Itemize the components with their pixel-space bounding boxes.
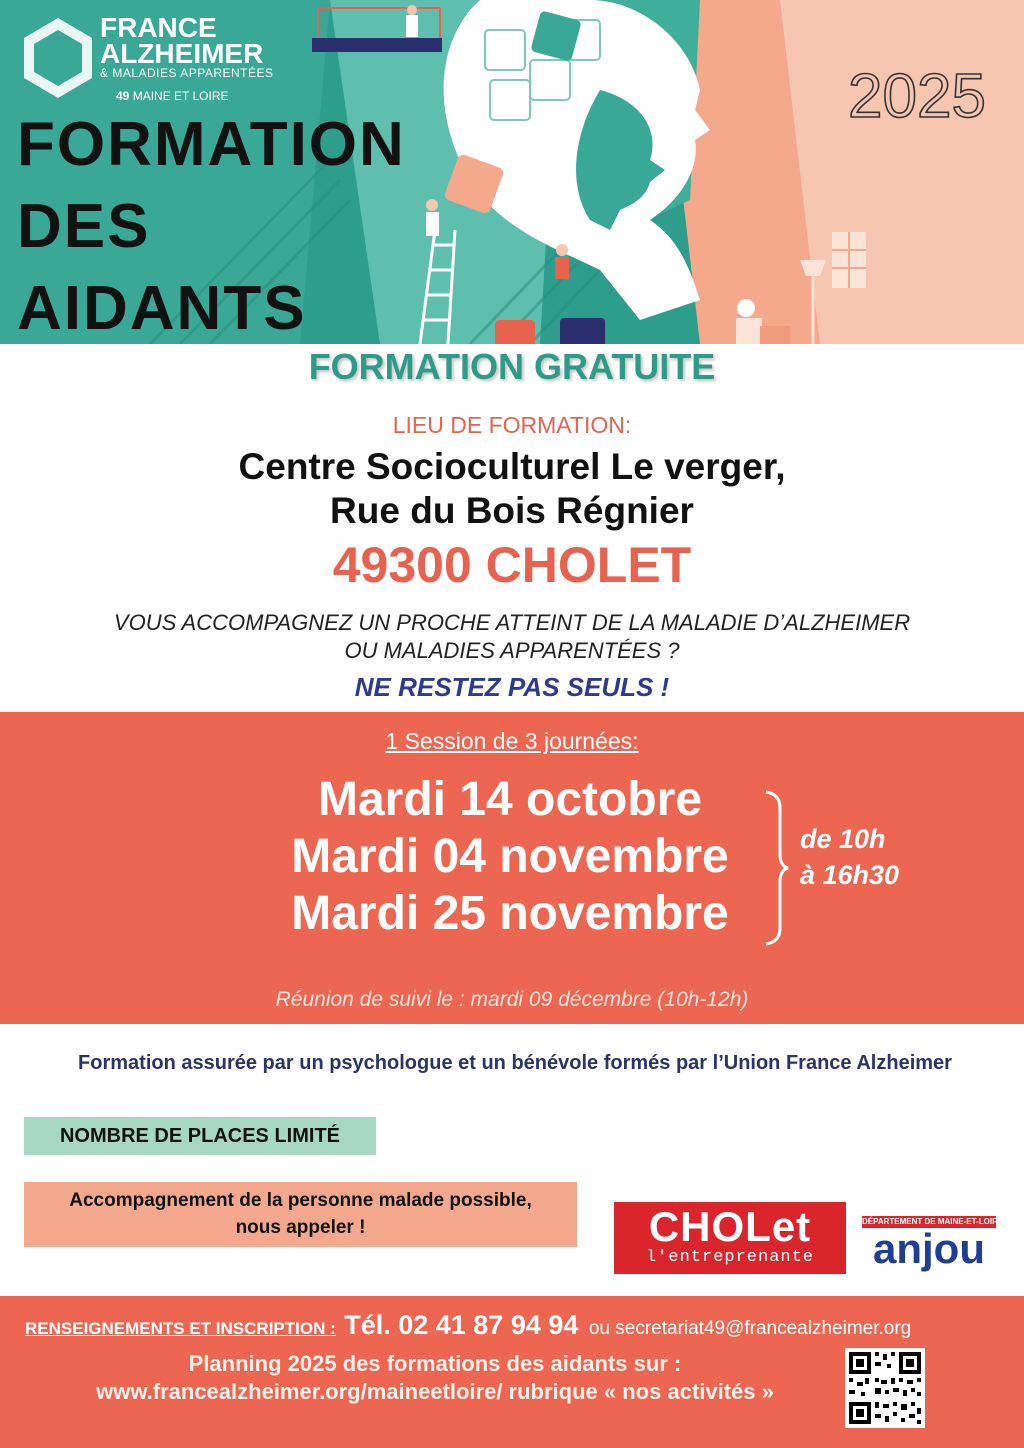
contact-email[interactable]: ou secretariat49@francealzheimer.org	[588, 1318, 912, 1339]
location-line-1: Centre Socioculturel Le verger,	[238, 446, 786, 487]
anjou-logo-header: DÉPARTEMENT DE MAINE-ET-LOIRE	[862, 1217, 1004, 1226]
planning-link[interactable]: www.francealzheimer.org/maineetloire/ rubrique « nos activités »	[96, 1379, 774, 1404]
year-label: 2025	[848, 62, 986, 131]
cholet-logo-tagline: l'entreprenante	[645, 1248, 815, 1267]
contact-label: RENSEIGNEMENTS ET INSCRIPTION :	[25, 1319, 336, 1338]
location-label: LIEU DE FORMATION:	[392, 412, 632, 438]
free-training-heading: FORMATION GRATUITE	[308, 346, 716, 387]
session-date-1: Mardi 14 octobre	[317, 773, 703, 826]
logo-line-maladies: & MALADIES APPARENTÉES	[100, 66, 274, 80]
cholet-logo-word: CHOLet	[648, 1203, 812, 1250]
anjou-logo-word: anjou	[873, 1225, 985, 1272]
limited-places-badge	[24, 1117, 376, 1155]
session-hours-end: à 16h30	[800, 860, 900, 890]
accompaniment-box	[24, 1182, 577, 1247]
accompaniment-line-1: Accompagnement de la personne malade possible,	[69, 1190, 532, 1211]
logo-line-region	[116, 90, 229, 102]
logo-region-name: MAINE ET LOIRE	[132, 89, 229, 103]
session-hours-start: de 10h	[800, 824, 886, 854]
session-title: 1 Session de 3 journées:	[385, 728, 639, 754]
anjou-logo	[862, 1216, 1004, 1276]
title-line-des: DES	[17, 192, 151, 261]
logo-region-number: 49	[116, 89, 130, 103]
limited-places-label: NOMBRE DE PLACES LIMITÉ	[59, 1125, 340, 1147]
cholet-logo	[614, 1202, 846, 1274]
logo-line-france: FRANCE	[100, 12, 217, 43]
contact-phone[interactable]: Tél. 02 41 87 94 94	[344, 1310, 579, 1340]
location-line-2: Rue du Bois Régnier	[330, 490, 694, 531]
brace-icon	[762, 788, 792, 948]
question-line-1: VOUS ACCOMPAGNEZ UN PROCHE ATTEINT DE LA MALADIE D’ALZHEIMER	[113, 610, 911, 635]
question-line-2: OU MALADIES APPARENTÉES ?	[344, 638, 680, 663]
planning-line-1: Planning 2025 des formations des aidants sur :	[188, 1351, 682, 1376]
logo-line-alzheimer: ALZHEIMER	[100, 38, 264, 69]
session-date-2: Mardi 04 novembre	[291, 830, 729, 883]
title-line-formation: FORMATION	[17, 110, 406, 179]
followup-meeting: Réunion de suivi le : mardi 09 décembre (10h-12h)	[275, 988, 749, 1011]
title-line-aidants: AIDANTS	[17, 274, 307, 343]
trainer-note: Formation assurée par un psychologue et un bénévole formés par l’Union France Alzheimer	[78, 1052, 952, 1074]
header-banner	[0, 0, 1024, 344]
location-city: 49300 CHOLET	[332, 537, 692, 593]
contact-line	[25, 1310, 911, 1341]
tagline: NE RESTEZ PAS SEULS !	[354, 672, 670, 702]
session-date-3: Mardi 25 novembre	[291, 887, 729, 940]
qr-code-icon[interactable]	[845, 1348, 925, 1428]
qr-code-graphic	[845, 1348, 925, 1428]
accompaniment-line-2: nous appeler !	[235, 1217, 366, 1238]
